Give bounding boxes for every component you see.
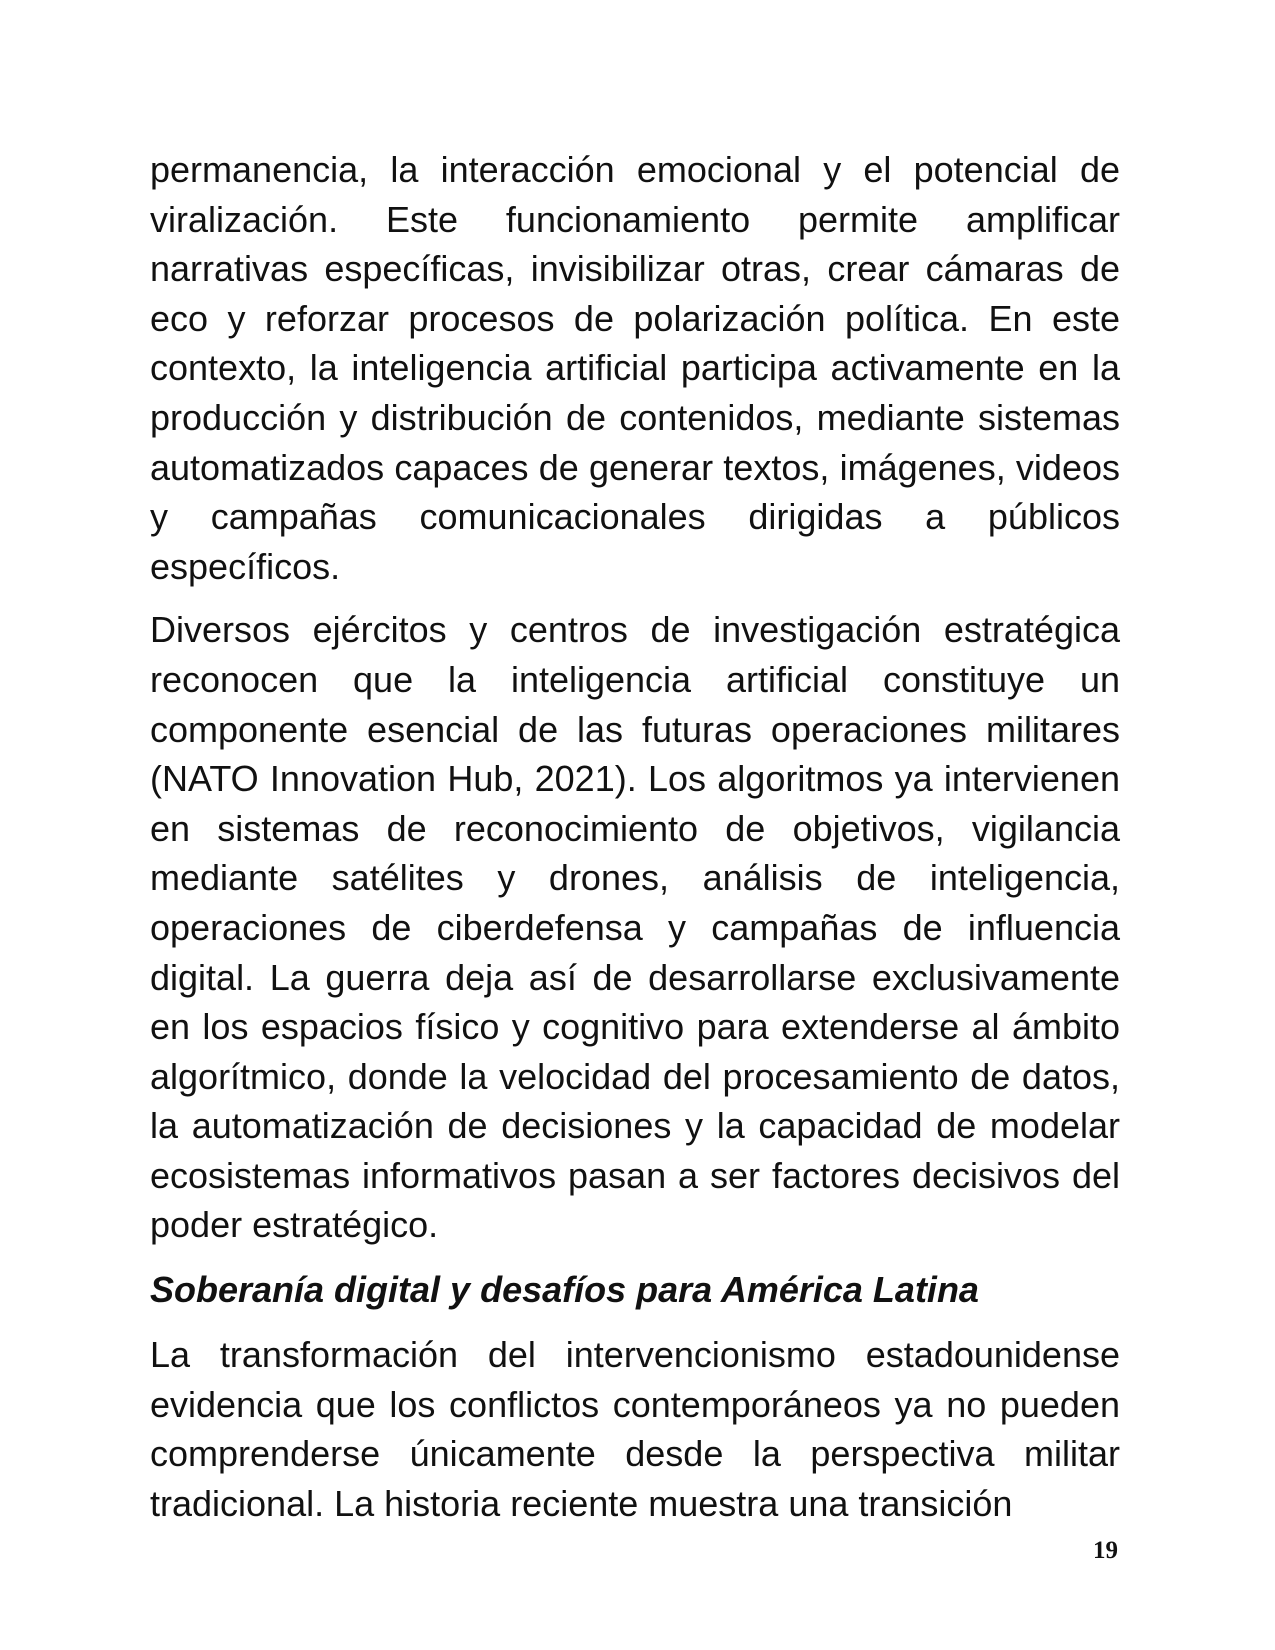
page-number: 19 (1093, 1537, 1118, 1564)
paragraph-intervencionismo: La transformación del intervencionismo estadounidense evidencia que los conflictos contemporáneos ya no pueden comprenderse únicamente desde la perspectiva militar tradicional. La historia reciente muestra una transición (150, 1334, 1120, 1524)
paragraph-algorithms-polarization: permanencia, la interacción emocional y el potencial de viralización. Este funcionamiento permite amplificar narrativas específicas, invisibilizar otras, crear cámaras de eco y reforzar procesos de polarización política. En este contexto, la inteligencia artificial participa activamente en la producción y distribución de contenidos, mediante sistemas automatizados capaces de generar textos, imágenes, videos y campañas comunicacionales dirigidas a públicos específicos. (150, 149, 1120, 587)
page-body (150, 145, 1120, 1528)
paragraph-military-ai: Diversos ejércitos y centros de investigación estratégica reconocen que la inteligencia artificial constituye un componente esencial de las futuras operaciones militares (NATO Innovation Hub, 2021). Los algoritmos ya intervienen en sistemas de reconocimiento de objetivos, vigilancia mediante satélites y drones, análisis de inteligencia, operaciones de ciberdefensa y campañas de influencia digital. La guerra deja así de desarrollarse exclusivamente en los espacios físico y cognitivo para extenderse al ámbito algorítmico, donde la velocidad del procesamiento de datos, la automatización de decisiones y la capacidad de modelar ecosistemas informativos pasan a ser factores decisivos del poder estratégico. (150, 609, 1120, 1246)
section-heading: Soberanía digital y desafíos para América Latina (150, 1269, 979, 1311)
